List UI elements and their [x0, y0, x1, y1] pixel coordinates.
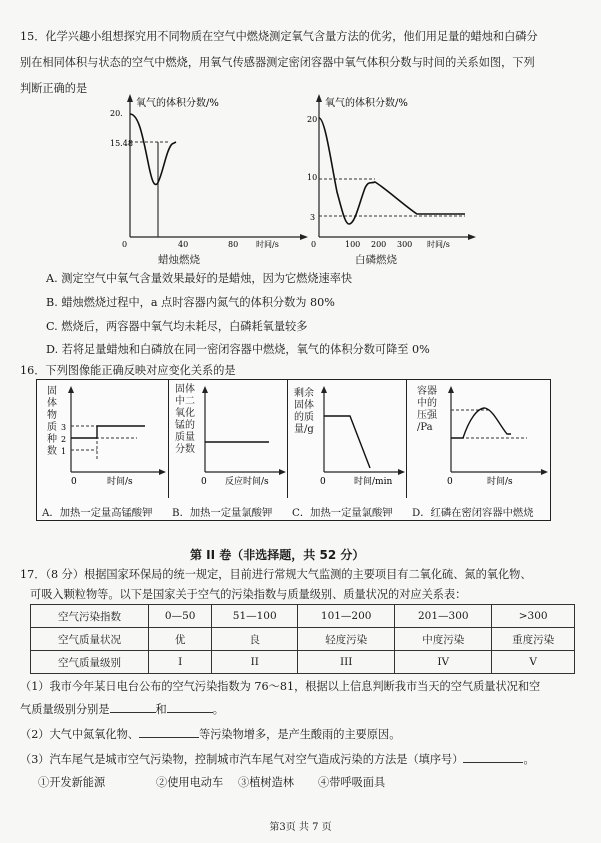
- x-tick-40: 40: [178, 240, 189, 249]
- table-cell: 空气质量状况: [31, 628, 149, 651]
- table-cell: 101—200: [298, 605, 395, 628]
- table-cell: 轻度污染: [298, 628, 395, 651]
- table-cell: 空气污染指数: [31, 605, 149, 628]
- x-tick-80: 80: [228, 240, 239, 249]
- y-tick-0: 0: [122, 240, 128, 249]
- table-cell: 重度污染: [492, 628, 575, 651]
- q15-stem-line2: 别在相同体积与状态的空气中燃烧，用氧气传感器测定密闭容器中氧气体积分数与时间的关系如图，下列: [20, 56, 535, 69]
- q16-panel-d: [406, 379, 551, 500]
- svg-text:时间/min: 时间/min: [354, 477, 393, 487]
- x-tick-300: 300: [397, 240, 413, 249]
- table-cell: IV: [395, 651, 492, 674]
- section-ii-title: 第 II 卷（非选择题，共 52 分）: [190, 548, 365, 562]
- q16-caption-a: A．加热一定量高锰酸钾: [42, 507, 153, 519]
- table-cell: I: [149, 651, 212, 674]
- q17-sub1-line2: 气质量级别分别是 和 。: [20, 703, 224, 716]
- answer-blank-1[interactable]: [110, 702, 156, 713]
- svg-text:2: 2: [61, 435, 67, 444]
- q17-stem-line2: 可吸入颗粒物等。以下是国家关于空气的污染指数与质量级别、质量状况的对应关系表：: [30, 588, 467, 601]
- x-tick-100: 100: [345, 240, 361, 249]
- svg-text:1: 1: [61, 447, 67, 456]
- q16-caption-c: C．加热一定量氯酸钾: [292, 507, 393, 519]
- q16-caption-d: D．红磷在密闭容器中燃烧: [412, 507, 534, 519]
- table-cell: II: [212, 651, 298, 674]
- svg-text:0: 0: [320, 477, 326, 487]
- q16-stem: 16．下列图像能正确反映对应变化关系的是: [20, 364, 236, 377]
- q15-stem-line1: 15．化学兴趣小组想探究用不同物质在空气中燃烧测定氧气含量方法的优劣，他们用足量的蜡烛和白磷分: [20, 30, 538, 43]
- svg-text:3: 3: [61, 423, 67, 432]
- y-tick-10: 10: [307, 173, 318, 182]
- svg-text:0: 0: [447, 477, 453, 487]
- q17-sub1-line1: （1）我市今年某日电台公布的空气污染指数为 76～81，根据以上信息判断我市当天的空气质量状况和空: [20, 680, 541, 693]
- candle-curve: [130, 114, 176, 184]
- table-row: [31, 628, 575, 651]
- air-quality-table: [30, 604, 575, 674]
- x-tick-200: 200: [371, 240, 387, 249]
- q16-caption-b: B．加热一定量氯酸钾: [172, 507, 273, 519]
- q15-option-b: B. 蜡烛燃烧过程中，a 点时容器内氮气的体积分数为 80%: [46, 296, 335, 309]
- x-axis-label: 时间/s: [427, 240, 450, 249]
- q17-sub2: （2）大气中氮氧化物、 等污染物增多，是产生酸雨的主要原因。: [20, 728, 401, 741]
- table-cell: >300: [492, 605, 575, 628]
- svg-text:时间/s: 时间/s: [107, 477, 133, 487]
- y-axis-label: 氧气的体积分数/%: [136, 98, 219, 109]
- table-cell: 空气质量级别: [31, 651, 149, 674]
- q17-choice-4: ④带呼吸面具: [318, 776, 386, 789]
- table-cell: 201—300: [395, 605, 492, 628]
- q17-choice-1: ①开发新能源: [38, 776, 106, 789]
- table-cell: 良: [212, 628, 298, 651]
- chart-phosphorus-caption: 白磷燃烧: [355, 254, 397, 266]
- table-row: [31, 605, 575, 628]
- svg-text:0: 0: [201, 477, 207, 487]
- q17-stem-line1: 17．（8 分）根据国家环保局的统一规定，目前进行常规大气监测的主要项目有二氧化硫、氮的氧化物、: [20, 568, 532, 581]
- table-cell: 优: [149, 628, 212, 651]
- x-axis-label: 时间/s: [256, 240, 279, 249]
- svg-text:时间/s: 时间/s: [487, 477, 513, 487]
- y-tick-20: 20.: [110, 109, 123, 118]
- q16-panel-c: [287, 379, 408, 500]
- q15-option-c: C. 燃烧后，两容器中氧气均未耗尽，白磷耗氧量较多: [46, 320, 308, 333]
- q15-option-a: A. 测定空气中氧气含量效果最好的是蜡烛，因为它燃烧速率快: [46, 272, 353, 285]
- q17-choice-3: ③植树造林: [238, 776, 294, 789]
- phosphorus-curve: [319, 118, 465, 224]
- panel-d-ylabel: 容器 中的 压强 /Pa: [417, 386, 437, 433]
- q15-stem-line3: 判断正确的是: [20, 82, 88, 95]
- panel-a-ylabel: 固 体 物 质 种 数: [47, 386, 57, 457]
- y-tick-20: 20: [307, 115, 318, 124]
- svg-text:反应时间/s: 反应时间/s: [225, 477, 269, 487]
- chart-candle: [110, 92, 310, 252]
- y-tick-15: 15.48: [110, 139, 133, 148]
- chart-candle-caption: 蜡烛燃烧: [158, 254, 200, 266]
- table-cell: 0—50: [149, 605, 212, 628]
- svg-text:0: 0: [71, 477, 77, 487]
- table-row: [31, 651, 575, 674]
- table-cell: 中度污染: [395, 628, 492, 651]
- q16-panel-a: [36, 379, 170, 500]
- answer-blank-3[interactable]: [139, 727, 199, 738]
- panel-c-ylabel: 剩余 固体 的质 量/g: [294, 388, 314, 435]
- q17-sub3: （3）汽车尾气是城市空气污染物，控制城市汽车尾气对空气造成污染的方法是（填序号） 。: [20, 753, 535, 766]
- page-footer: 第3页 共 7 页: [269, 822, 332, 833]
- table-cell: 51—100: [212, 605, 298, 628]
- table-cell: V: [492, 651, 575, 674]
- y-axis-label: 氧气的体积分数/%: [325, 98, 408, 109]
- q15-option-d: D. 若将足量蜡烛和白磷放在同一密闭容器中燃烧，氧气的体积分数可降至 0%: [46, 343, 430, 356]
- chart-phosphorus: [305, 92, 480, 252]
- q17-choice-2: ②使用电动车: [156, 776, 224, 789]
- q16-panel-b: [168, 379, 289, 500]
- answer-blank-2[interactable]: [167, 702, 213, 713]
- y-tick-3: 3: [310, 213, 316, 222]
- y-tick-0: 0: [311, 240, 317, 249]
- answer-blank-4[interactable]: [463, 752, 523, 763]
- panel-b-ylabel: 固体 中二 氧化 锰的 质量 分数: [175, 384, 195, 455]
- table-cell: III: [298, 651, 395, 674]
